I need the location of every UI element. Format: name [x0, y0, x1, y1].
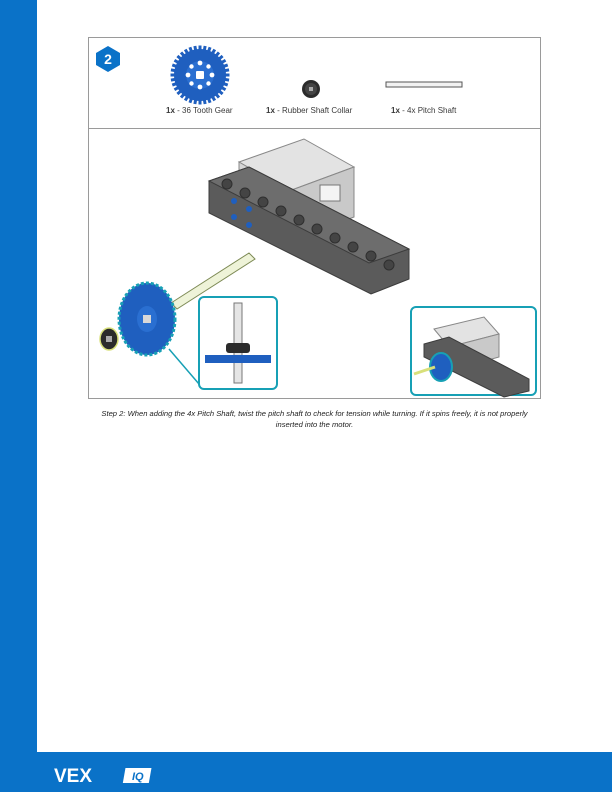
instruction-figure	[88, 37, 541, 399]
vex-iq-logo	[54, 765, 154, 785]
logo-sub: IQ	[132, 771, 144, 783]
detail-inset-assembled	[411, 307, 536, 397]
detail-inset-shaft-collar	[199, 297, 277, 389]
logo-text: VEX	[54, 766, 93, 785]
gear-36-tooth-icon	[169, 44, 231, 106]
step-caption: Step 2: When adding the 4x Pitch Shaft, twist the pitch shaft to check for tension while turning. If it spins freely, it is not properly inserted into the motor.	[101, 409, 528, 429]
step-number: 2	[104, 51, 112, 67]
rubber-shaft-collar-icon	[300, 78, 322, 100]
assembly-illustration	[89, 129, 540, 398]
part-label-gear: 1x - 36 Tooth Gear	[166, 106, 233, 115]
callout-line	[169, 349, 199, 384]
collar-illustration	[100, 328, 118, 350]
gear-illustration	[119, 283, 175, 355]
part-label-shaft: 1x - 4x Pitch Shaft	[391, 106, 457, 115]
parts-list	[89, 38, 540, 129]
step-badge-icon	[94, 45, 122, 73]
left-brand-bar	[0, 0, 37, 792]
pitch-shaft-icon	[385, 80, 463, 89]
part-label-collar: 1x - Rubber Shaft Collar	[266, 106, 353, 115]
